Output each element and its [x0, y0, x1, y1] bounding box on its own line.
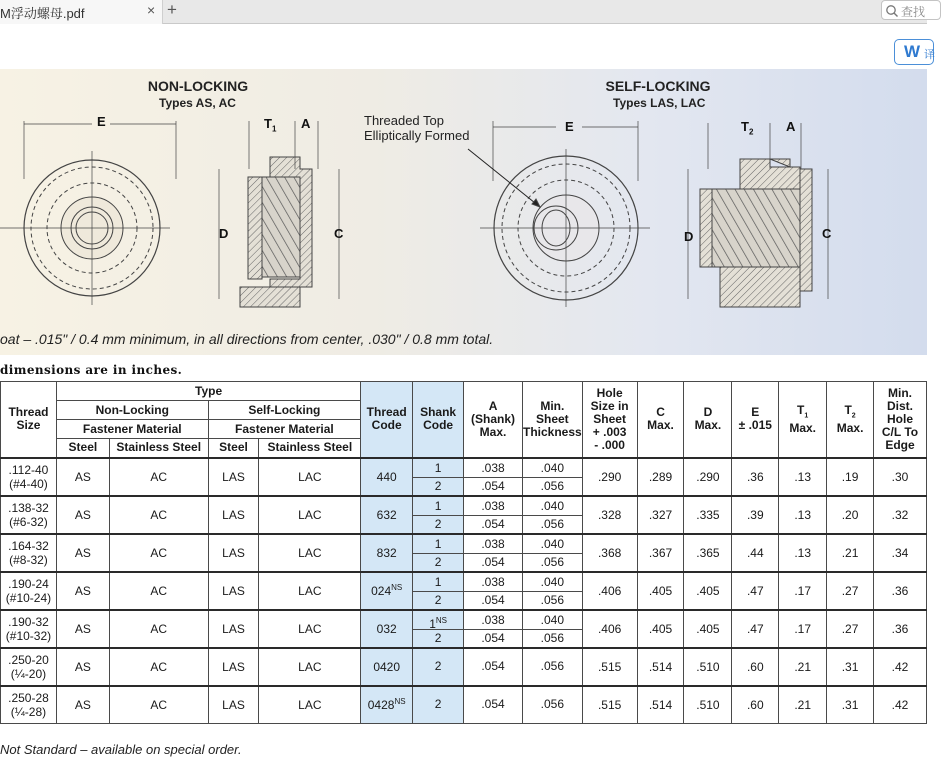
cell-stainless-nl: AC — [109, 686, 208, 724]
header-t1-max: $T_1$ Max. — [779, 382, 827, 458]
cell-t2-max: .21 — [827, 534, 874, 572]
threaded-top-callout — [364, 113, 469, 143]
cell-hole-size: .328 — [582, 496, 637, 534]
cell-hole-size: .515 — [582, 648, 637, 686]
tab-title: M浮动螺母.pdf — [0, 6, 85, 21]
shank-value: 2 — [413, 477, 463, 494]
cell-steel-sl: LAS — [208, 648, 259, 686]
cell-min-dist: .30 — [874, 458, 927, 496]
table-row — [1, 610, 927, 648]
header-fastener-material-sl: Fastener Material — [208, 420, 361, 439]
shank-value: 1 — [434, 498, 442, 513]
ns-superscript: NS — [391, 583, 403, 592]
cell-hole-size: .515 — [582, 686, 637, 724]
label-d-right: D — [684, 229, 694, 244]
cell-a-shank — [464, 534, 523, 572]
label-c-left: C — [334, 226, 344, 241]
cell-stainless-sl: LAC — [259, 572, 361, 610]
cell-min-dist: .36 — [874, 572, 927, 610]
label-t2 — [741, 119, 753, 137]
header-hole-size: Hole Size in Sheet + .003 - .000 — [582, 382, 637, 458]
table-row — [1, 458, 927, 496]
shank-value: 2 — [413, 629, 463, 646]
cell-steel-nl: AS — [56, 648, 109, 686]
cell-steel-sl: LAS — [208, 610, 259, 648]
label-t1-subscript: 1 — [271, 124, 277, 134]
cell-shank-code — [413, 648, 464, 686]
sheet-value: .056 — [523, 629, 582, 646]
shank-value: 2 — [434, 659, 442, 673]
self-locking-title: SELF-LOCKING — [605, 78, 711, 94]
cell-stainless-sl: LAC — [259, 496, 361, 534]
w-icon: W — [904, 42, 921, 61]
label-t1 — [264, 116, 276, 134]
header-stainless-sl: Stainless Steel — [259, 439, 361, 458]
shank-value: 2 — [434, 697, 442, 712]
search-input[interactable] — [881, 0, 941, 20]
cell-stainless-sl: LAC — [259, 534, 361, 572]
sheet-value: .040 — [540, 460, 565, 475]
cell-c-max: .289 — [637, 458, 684, 496]
sheet-value: .056 — [523, 515, 582, 532]
shank-value: 1 — [434, 536, 442, 551]
cell-min-dist: .32 — [874, 496, 927, 534]
table-row — [1, 496, 927, 534]
cell-e-tolerance: .60 — [732, 648, 779, 686]
left-top-view — [0, 121, 176, 305]
cell-min-sheet — [522, 572, 582, 610]
header-thread-size: Thread Size — [1, 382, 57, 458]
cell-min-dist: .42 — [874, 686, 927, 724]
a-value: .038 — [481, 460, 505, 475]
a-value: .038 — [481, 498, 505, 513]
cell-stainless-sl: LAC — [259, 648, 361, 686]
cell-min-dist: .36 — [874, 610, 927, 648]
a-value: .054 — [464, 629, 522, 646]
cell-c-max: .405 — [637, 610, 684, 648]
cell-a-shank — [464, 458, 523, 496]
cell-a-shank — [464, 610, 523, 648]
cell-thread-size: .138-32 (#6-32) — [1, 496, 57, 534]
cell-c-max: .514 — [637, 686, 684, 724]
cell-steel-nl: AS — [56, 534, 109, 572]
technical-drawing — [0, 69, 927, 355]
browser-tab-strip — [0, 0, 927, 24]
header-a-shank: A (Shank) Max. — [464, 382, 523, 458]
ns-superscript: NS — [394, 697, 406, 707]
table-row — [1, 648, 927, 686]
a-value: .038 — [481, 536, 505, 551]
sheet-value: .040 — [540, 612, 565, 627]
self-locking-subtitle: Types LAS, LAC — [613, 96, 706, 110]
label-t2-letter: T — [741, 119, 749, 134]
a-value: .038 — [481, 574, 505, 589]
close-tab-icon[interactable]: × — [147, 2, 156, 18]
cell-thread-size: .250-28 (¼-28) — [1, 686, 57, 724]
cell-steel-nl: AS — [56, 496, 109, 534]
cell-t1-max: .21 — [779, 686, 827, 724]
shank-value: 2 — [413, 515, 463, 532]
cell-steel-nl: AS — [56, 458, 109, 496]
a-value: .054 — [481, 697, 505, 712]
sheet-value: .056 — [523, 553, 582, 570]
cell-stainless-nl: AC — [109, 534, 208, 572]
header-steel-sl: Steel — [208, 439, 259, 458]
shank-value: 2 — [413, 553, 463, 570]
cell-c-max: .327 — [637, 496, 684, 534]
shank-value: 1 — [434, 574, 442, 589]
header-fastener-material-nl: Fastener Material — [56, 420, 208, 439]
cell-thread-size: .164-32 (#8-32) — [1, 534, 57, 572]
sheet-value: .040 — [540, 574, 565, 589]
cell-shank-code — [413, 572, 464, 610]
label-e-left: E — [97, 114, 106, 129]
cell-min-sheet — [522, 648, 582, 686]
table-row — [1, 686, 927, 724]
cell-min-sheet — [522, 458, 582, 496]
cell-thread-code: 032 — [361, 610, 413, 648]
cell-stainless-nl: AC — [109, 458, 208, 496]
cell-steel-sl: LAS — [208, 686, 259, 724]
cell-stainless-nl: AC — [109, 610, 208, 648]
cell-d-max: .335 — [684, 496, 732, 534]
cell-d-max: .510 — [684, 686, 732, 724]
cell-shank-code — [413, 496, 464, 534]
cell-t1-max: .17 — [779, 572, 827, 610]
viewer-toolbar — [0, 25, 927, 69]
cell-d-max: .405 — [684, 572, 732, 610]
cell-d-max: .405 — [684, 610, 732, 648]
cell-t2-max: .31 — [827, 648, 874, 686]
cell-shank-code — [413, 458, 464, 496]
float-note: oat – .015" / 0.4 mm minimum, in all directions from center, .030" / 0.8 mm total. — [0, 331, 494, 347]
cell-thread-size: .250-20 (¼-20) — [1, 648, 57, 686]
a-value: .054 — [464, 591, 522, 608]
cell-steel-sl: LAS — [208, 496, 259, 534]
pdf-tab[interactable] — [0, 0, 163, 24]
drawing-svg — [0, 69, 927, 355]
cell-d-max: .365 — [684, 534, 732, 572]
non-locking-title: NON-LOCKING — [147, 78, 249, 94]
cell-e-tolerance: .60 — [732, 686, 779, 724]
cell-thread-code: 440 — [361, 458, 413, 496]
a-value: .054 — [464, 477, 522, 494]
header-type: Type — [56, 382, 360, 401]
header-self-locking: Self-Locking — [208, 401, 361, 420]
cell-hole-size: .406 — [582, 610, 637, 648]
translate-label: 译 — [924, 49, 935, 61]
cell-min-sheet — [522, 496, 582, 534]
cell-thread-code: 0420 — [361, 648, 413, 686]
label-a-left: A — [301, 116, 311, 131]
a-value: .054 — [464, 515, 522, 532]
cell-t2-max: .31 — [827, 686, 874, 724]
cell-a-shank — [464, 572, 523, 610]
search-icon — [885, 4, 899, 18]
cell-shank-code — [413, 686, 464, 724]
cell-t1-max: .21 — [779, 648, 827, 686]
cell-stainless-nl: AC — [109, 648, 208, 686]
cell-t1-max: .13 — [779, 496, 827, 534]
cell-c-max: .514 — [637, 648, 684, 686]
sheet-value: .056 — [540, 697, 565, 712]
cell-t2-max: .19 — [827, 458, 874, 496]
cell-t2-max: .27 — [827, 610, 874, 648]
cell-thread-code: $024^{NS}$ — [361, 572, 413, 610]
shank-value: 2 — [413, 591, 463, 608]
search-placeholder: 查找 — [901, 5, 926, 19]
sheet-value: .040 — [540, 536, 565, 551]
header-shank-code: Shank Code — [413, 382, 464, 458]
cell-steel-nl: AS — [56, 686, 109, 724]
sheet-value: .056 — [523, 477, 582, 494]
cell-d-max: .290 — [684, 458, 732, 496]
cell-thread-code: $0428^{NS}$ — [361, 686, 413, 724]
callout-line-2: Elliptically Formed — [364, 128, 470, 143]
callout-line-1: Threaded Top — [364, 113, 444, 128]
spec-table — [0, 381, 927, 724]
label-t2-subscript: 2 — [748, 127, 754, 137]
cell-steel-sl: LAS — [208, 572, 259, 610]
cell-c-max: .405 — [637, 572, 684, 610]
header-e-tolerance: E ± .015 — [732, 382, 779, 458]
table-row — [1, 572, 927, 610]
label-t1-letter: T — [264, 116, 272, 131]
table-header — [1, 382, 927, 458]
cell-hole-size: .406 — [582, 572, 637, 610]
cell-e-tolerance: .39 — [732, 496, 779, 534]
cell-min-sheet — [522, 534, 582, 572]
left-section-view — [219, 121, 339, 307]
cell-min-dist: .34 — [874, 534, 927, 572]
header-c-max: C Max. — [637, 382, 684, 458]
cell-steel-nl: AS — [56, 572, 109, 610]
sheet-value: .056 — [540, 659, 565, 673]
cell-d-max: .510 — [684, 648, 732, 686]
shank-value: $1^{NS}$ — [429, 615, 447, 631]
cell-a-shank — [464, 686, 523, 724]
cell-hole-size: .368 — [582, 534, 637, 572]
cell-min-sheet — [522, 610, 582, 648]
cell-stainless-sl: LAC — [259, 458, 361, 496]
translate-button[interactable] — [894, 39, 934, 65]
header-non-locking: Non-Locking — [56, 401, 208, 420]
unit-note: dimensions are in inches. — [0, 363, 183, 377]
cell-c-max: .367 — [637, 534, 684, 572]
cell-e-tolerance: .47 — [732, 572, 779, 610]
header-stainless-nl: Stainless Steel — [109, 439, 208, 458]
header-d-max: D Max. — [684, 382, 732, 458]
table-body — [1, 458, 927, 724]
right-section-view — [688, 123, 828, 307]
table-row — [1, 534, 927, 572]
non-locking-subtitle: Types AS, AC — [159, 96, 236, 110]
cell-t2-max: .27 — [827, 572, 874, 610]
label-d-left: D — [219, 226, 229, 241]
cell-a-shank — [464, 648, 523, 686]
sheet-value: .040 — [540, 498, 565, 513]
label-c-right: C — [822, 226, 832, 241]
cell-min-sheet — [522, 686, 582, 724]
footer-note: Not Standard – available on special order. — [0, 742, 242, 757]
a-value: .054 — [464, 553, 522, 570]
ns-superscript: NS — [435, 615, 447, 625]
shank-value: 1 — [434, 460, 442, 475]
cell-e-tolerance: .44 — [732, 534, 779, 572]
cell-steel-nl: AS — [56, 610, 109, 648]
cell-e-tolerance: .36 — [732, 458, 779, 496]
cell-e-tolerance: .47 — [732, 610, 779, 648]
cell-thread-size: .190-24 (#10-24) — [1, 572, 57, 610]
cell-thread-code: 832 — [361, 534, 413, 572]
cell-a-shank — [464, 496, 523, 534]
cell-stainless-sl: LAC — [259, 686, 361, 724]
header-steel-nl: Steel — [56, 439, 109, 458]
cell-stainless-nl: AC — [109, 496, 208, 534]
a-value: .038 — [481, 612, 505, 627]
a-value: .054 — [481, 659, 505, 673]
cell-t1-max: .13 — [779, 458, 827, 496]
cell-hole-size: .290 — [582, 458, 637, 496]
cell-steel-sl: LAS — [208, 458, 259, 496]
cell-shank-code — [413, 610, 464, 648]
cell-thread-size: .112-40 (#4-40) — [1, 458, 57, 496]
cell-t1-max: .17 — [779, 610, 827, 648]
cell-shank-code — [413, 534, 464, 572]
label-a-right: A — [786, 119, 796, 134]
cell-thread-code: 632 — [361, 496, 413, 534]
cell-stainless-nl: AC — [109, 572, 208, 610]
cell-t1-max: .13 — [779, 534, 827, 572]
label-e-right: E — [565, 119, 574, 134]
cell-t2-max: .20 — [827, 496, 874, 534]
header-min-dist: Min. Dist. Hole C/L To Edge — [874, 382, 927, 458]
pdf-page — [0, 69, 927, 757]
header-thread-code: Thread Code — [361, 382, 413, 458]
new-tab-button[interactable]: + — [167, 0, 177, 19]
cell-stainless-sl: LAC — [259, 610, 361, 648]
header-t2-max: $T_2$ Max. — [827, 382, 874, 458]
cell-thread-size: .190-32 (#10-32) — [1, 610, 57, 648]
right-top-view — [468, 121, 650, 307]
cell-steel-sl: LAS — [208, 534, 259, 572]
header-min-sheet: Min. Sheet Thickness — [522, 382, 582, 458]
sheet-value: .056 — [523, 591, 582, 608]
cell-min-dist: .42 — [874, 648, 927, 686]
